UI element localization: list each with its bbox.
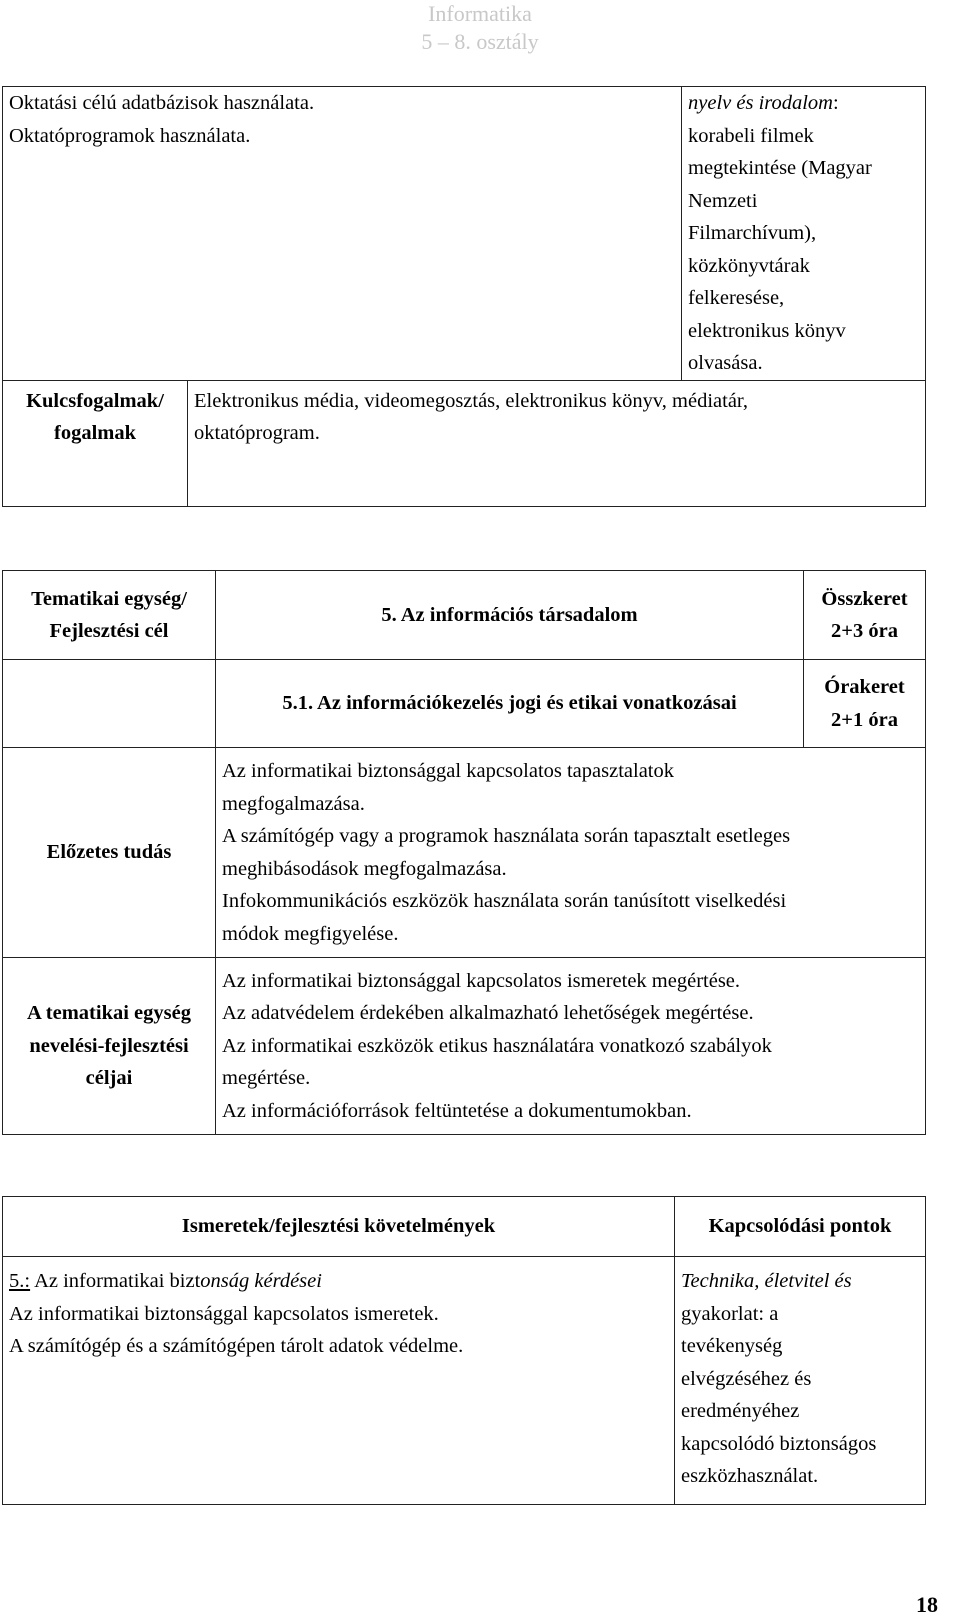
link-line: gyakorlat: a: [681, 1302, 779, 1325]
requirement-line: A számítógép és a számítógépen tárolt adatok védelme.: [9, 1335, 464, 1357]
key-concepts-value: Elektronikus média, videomegosztás, elektronikus könyv, médiatár, oktatóprogram.: [188, 380, 926, 506]
table-row: [3, 1197, 926, 1257]
unit-hours-value: 2+1 óra: [831, 708, 898, 731]
subunit-title: 5.1. Az információkezelés jogi és etikai vonatkozásai: [216, 660, 804, 748]
connection-line: megtekintése (Magyar: [688, 157, 872, 179]
connection-line: Nemzeti: [688, 189, 758, 212]
table-row: [3, 748, 926, 958]
connection-line: elektronikus könyv: [688, 319, 846, 342]
link-subject: Technika, életvitel és: [681, 1270, 852, 1292]
links-content: [675, 1257, 926, 1505]
requirements-content: [3, 1257, 675, 1505]
link-line: kapcsolódó biztonságos: [681, 1432, 877, 1455]
prior-knowledge-label: Előzetes tudás: [3, 748, 216, 958]
empty-cell: [3, 660, 216, 748]
unit-hours: [804, 660, 926, 748]
connection-line: közkönyvtárak: [688, 254, 810, 277]
link-line: eredményéhez: [681, 1400, 800, 1422]
requirements-header: Ismeretek/fejlesztési követelmények: [3, 1197, 675, 1257]
header-title: Informatika: [428, 1, 532, 26]
activity-line: Oktatóprogramok használata.: [9, 124, 251, 147]
total-hours-value: 2+3 óra: [831, 620, 898, 642]
key-concepts-label: Kulcsfogalmak/ fogalmak: [3, 380, 188, 506]
connection-heading: nyelv és irodalom:: [688, 92, 839, 114]
connection-line: felkeresése,: [688, 287, 785, 309]
table-row: [3, 1257, 926, 1505]
total-hours-label: Összkeret: [821, 587, 908, 610]
table-row: [3, 380, 926, 506]
unit-table: [2, 570, 926, 1135]
unit-hours-label: Órakeret: [824, 676, 905, 698]
connection-line: olvasása.: [688, 352, 763, 374]
requirement-line: Az informatikai biztonsággal kapcsolatos ismeretek.: [9, 1302, 439, 1325]
prior-knowledge-value: Az informatikai biztonsággal kapcsolatos tapasztalatok megfogalmazása. A számítógép vagy a programok használata során tapasztalt esetleges meghibásodások megfogalmazása. Infokommunikációs eszközök használata során tanúsított viselkedési módok megfigyelése.: [216, 748, 926, 958]
connection-line: korabeli filmek: [688, 124, 814, 147]
table-row: [3, 87, 926, 381]
total-hours: [804, 571, 926, 660]
links-header: Kapcsolódási pontok: [675, 1197, 926, 1257]
table-row: [3, 958, 926, 1135]
unit-title: 5. Az információs társadalom: [216, 571, 804, 660]
activity-line: Oktatási célú adatbázisok használata.: [9, 92, 315, 114]
goals-label: A tematikai egység nevelési-fejlesztési céljai: [3, 958, 216, 1135]
unit-label: Tematikai egység/ Fejlesztési cél: [3, 571, 216, 660]
page-number: 18: [916, 1592, 938, 1617]
connection-line: Filmarchívum),: [688, 222, 817, 244]
goals-value: Az informatikai biztonsággal kapcsolatos ismeretek megértése. Az adatvédelem érdekében alkalmazható lehetőségek megértése. Az informatikai eszközök etikus használatára vonatkozó szabályok megértése. Az információforrások feltüntetése a dokumentumokban.: [216, 958, 926, 1135]
link-line: elvégzéséhez és: [681, 1367, 812, 1390]
table-row: [3, 571, 926, 660]
header-subtitle: 5 – 8. osztály: [421, 29, 539, 54]
link-line: eszközhasználat.: [681, 1465, 819, 1487]
topic-number: 5.:: [9, 1270, 31, 1292]
requirements-table: [2, 1196, 926, 1505]
table-continuation: [2, 86, 926, 507]
table-row: [3, 660, 926, 748]
link-line: tevékenység: [681, 1335, 783, 1357]
topic-title: 5.: Az informatikai biztonság kérdései: [9, 1270, 322, 1292]
connections-cell: [682, 87, 926, 381]
activities-cell: [3, 87, 682, 381]
